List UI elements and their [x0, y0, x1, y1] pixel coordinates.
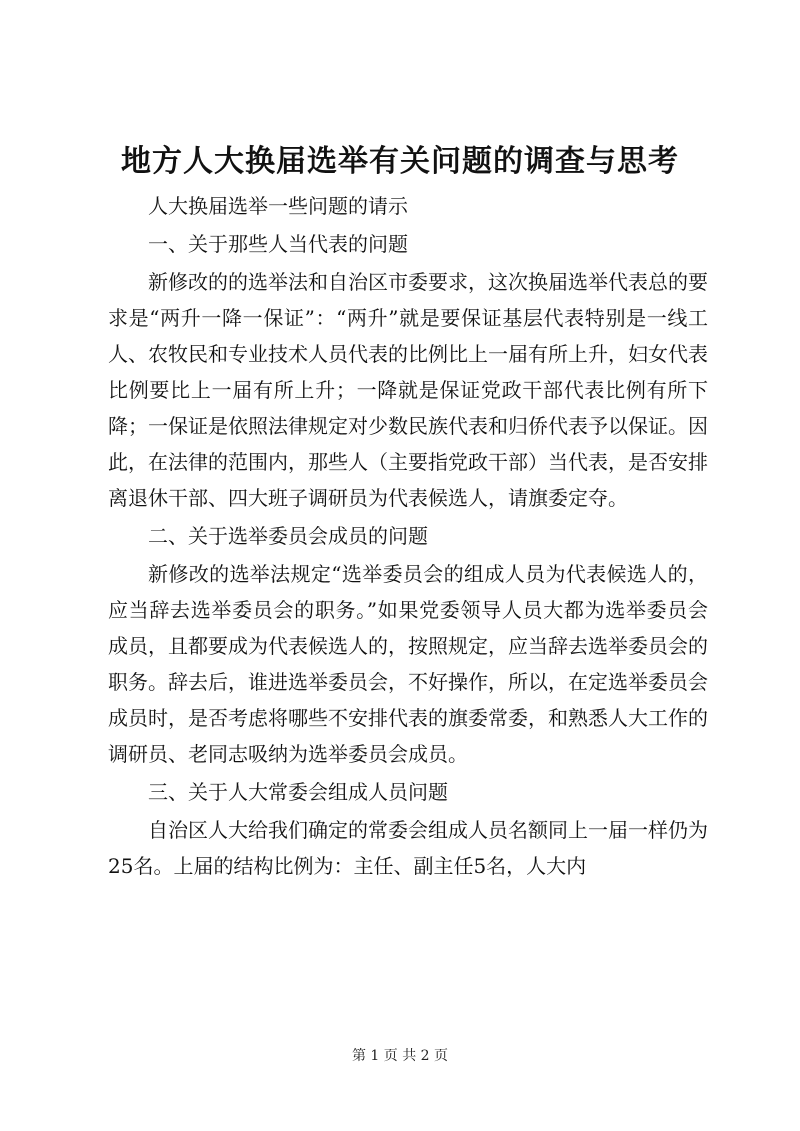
paragraph: 人大换届选举一些问题的请示: [148, 194, 408, 218]
paragraph: 新修改的选举法规定“选举委员会的组成人员为代表候选人的，应当辞去选举委员会的职务。”如果党委领导人员大都为选举委员会成员，且都要成为代表候选人的，按照规定，应当辞去选举委员会的职务。辞去后，谁进选举委员会，不好操作，所以，在定选举委员会成员时，是否考虑将哪些不安排代表的旗委常委，和熟悉人大工作的调研员、老同志吸纳为选举委员会成员。: [108, 562, 708, 766]
paragraph: 自治区人大给我们确定的常委会组成人员名额同上一届一样仍为25名。上届的结构比例为：主任、副主任5名，人大内: [108, 818, 708, 878]
section-heading: 一、关于那些人当代表的问题: [148, 232, 408, 256]
document-body: [108, 188, 708, 886]
paragraph: 新修改的的选举法和自治区市委要求，这次换届选举代表总的要求是“两升一降一保证”：“两升”就是要保证基层代表特别是一线工人、农牧民和专业技术人员代表的比例比上一届有所上升，妇女代表比例要比上一届有所上升；一降就是保证党政干部代表比例有所下降；一保证是依照法律规定对少数民族代表和归侨代表予以保证。因此，在法律的范围内，那些人（主要指党政干部）当代表，是否安排离退休干部、四大班子调研员为代表候选人，请旗委定夺。: [108, 270, 708, 510]
section-heading: 三、关于人大常委会组成人员问题: [148, 780, 448, 804]
page-number-footer: 第 1 页 共 2 页: [351, 1048, 449, 1064]
document-title: 地方人大换届选举有关问题的调查与思考: [121, 144, 679, 179]
section-heading: 二、关于选举委员会成员的问题: [148, 524, 428, 548]
